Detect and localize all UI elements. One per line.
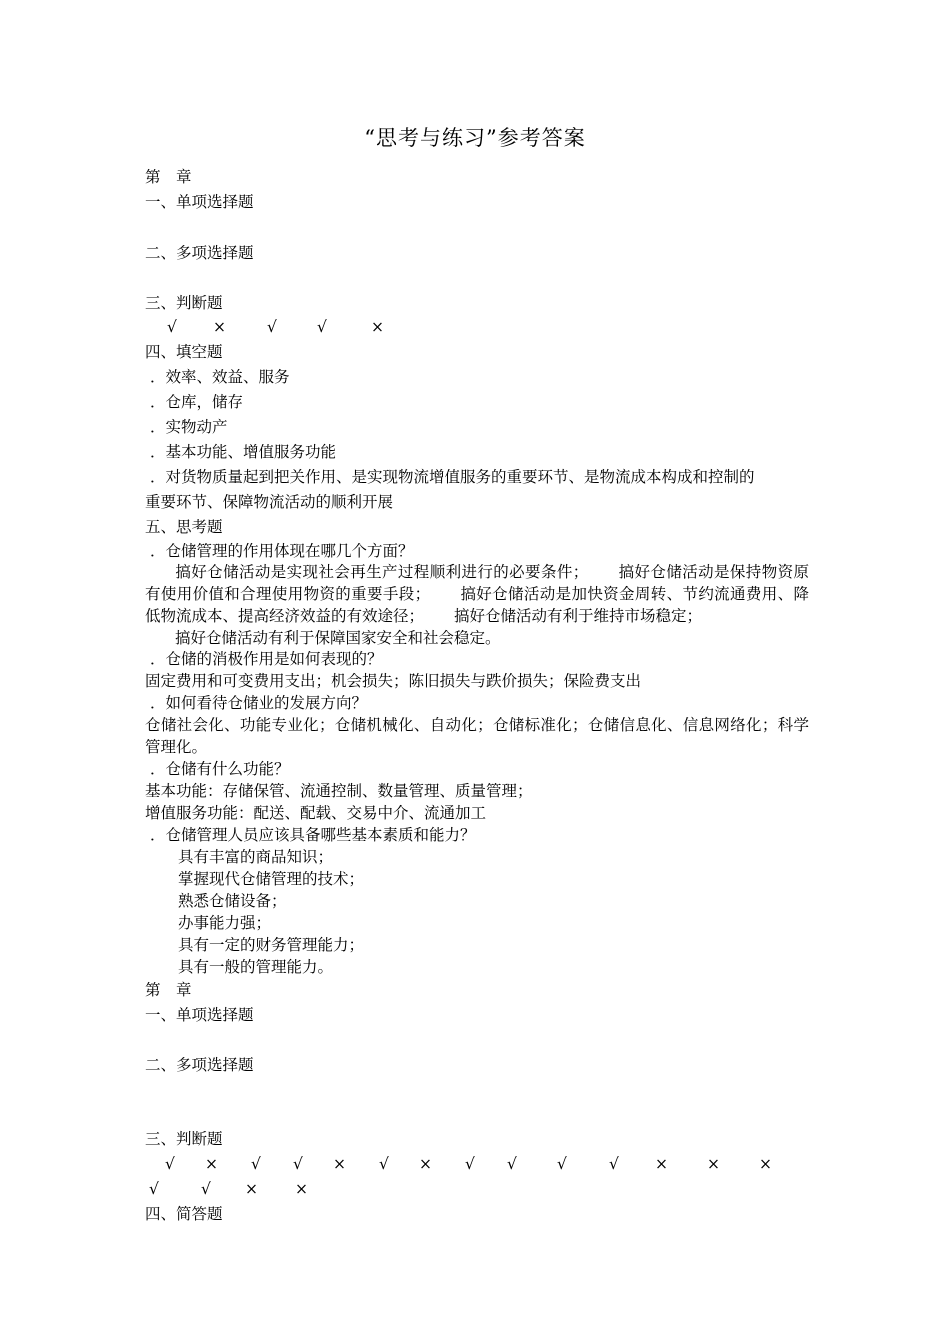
answer-mark: √ bbox=[165, 1155, 175, 1173]
fill-answer: ．实物动产 bbox=[150, 418, 228, 436]
fill-answer: ．对货物质量起到把关作用、是实现物流增值服务的重要环节、是物流成本构成和控制的 bbox=[150, 468, 755, 486]
answer: 基本功能：存储保管、流通控制、数量管理、质量管理； bbox=[145, 782, 533, 800]
answer-mark: × bbox=[205, 1155, 218, 1173]
chapter-heading: 第 章 bbox=[145, 981, 192, 999]
answer-mark: √ bbox=[465, 1155, 475, 1173]
answer-item: 熟悉仓储设备； bbox=[178, 892, 287, 910]
answer-mark: × bbox=[419, 1155, 432, 1173]
page-title: “思考与练习”参考答案 bbox=[364, 126, 586, 150]
section-heading: 四、简答题 bbox=[145, 1205, 223, 1223]
section-heading: 二、多项选择题 bbox=[145, 244, 254, 262]
answer-point: 搞好仓储活动有利于保障国家安全和社会稳定。 bbox=[175, 629, 501, 647]
section-heading: 三、判断题 bbox=[145, 1130, 223, 1148]
answer-mark: √ bbox=[379, 1155, 389, 1173]
answer-point: 搞好仓储活动是加快资金周转、节约流通费用、降低物流成本、提高经济效益的有效途径； bbox=[145, 585, 809, 625]
answer-mark: √ bbox=[201, 1180, 211, 1198]
fill-answer: ．仓库，储存 bbox=[150, 393, 244, 411]
answer-mark: × bbox=[333, 1155, 346, 1173]
answer: 增值服务功能：配送、配载、交易中介、流通加工 bbox=[145, 804, 487, 822]
answer-item: 具有一般的管理能力。 bbox=[178, 958, 334, 976]
answer-mark: √ bbox=[609, 1155, 619, 1173]
fill-answer: ．基本功能、增值服务功能 bbox=[150, 443, 337, 461]
chapter-heading: 第 章 bbox=[145, 168, 192, 186]
fill-answer: ．效率、效益、服务 bbox=[150, 368, 290, 386]
answer-mark: √ bbox=[317, 318, 327, 336]
answer-mark: × bbox=[213, 318, 226, 336]
answer-mark: √ bbox=[557, 1155, 567, 1173]
answer-point: 搞好仓储活动有利于维持市场稳定； bbox=[454, 607, 703, 625]
answer-mark: √ bbox=[507, 1155, 517, 1173]
answer-mark: √ bbox=[251, 1155, 261, 1173]
answer-item: 具有一定的财务管理能力； bbox=[178, 936, 365, 954]
fill-answer-continued: 重要环节、保障物流活动的顺利开展 bbox=[145, 493, 394, 511]
answer: 固定费用和可变费用支出；机会损失；陈旧损失与跌价损失；保险费支出 bbox=[145, 672, 642, 690]
answer-mark: × bbox=[707, 1155, 720, 1173]
answer-mark: × bbox=[655, 1155, 668, 1173]
answer: 仓储社会化、功能专业化；仓储机械化、自动化；仓储标准化；仓储信息化、信息网络化；科学管理化。 bbox=[145, 716, 809, 756]
answer-mark: √ bbox=[149, 1180, 159, 1198]
section-heading: 二、多项选择题 bbox=[145, 1056, 254, 1074]
answer-mark: × bbox=[371, 318, 384, 336]
answer-item: 具有丰富的商品知识； bbox=[178, 848, 334, 866]
section-heading: 一、单项选择题 bbox=[145, 193, 254, 211]
section-heading: 四、填空题 bbox=[145, 343, 223, 361]
question: ．仓储的消极作用是如何表现的？ bbox=[150, 650, 383, 668]
answer-mark: × bbox=[295, 1180, 308, 1198]
question: ．仓储管理的作用体现在哪几个方面？ bbox=[150, 542, 414, 560]
answer-point: 搞好仓储活动是保持物资原有使用价值和合理使用物资的重要手段； bbox=[145, 563, 809, 603]
section-heading: 五、思考题 bbox=[145, 518, 223, 536]
question: ．仓储管理人员应该具备哪些基本素质和能力？ bbox=[150, 826, 476, 844]
answer-mark: × bbox=[245, 1180, 258, 1198]
section-heading: 三、判断题 bbox=[145, 294, 223, 312]
answer-point: 搞好仓储活动是实现社会再生产过程顺利进行的必要条件； bbox=[175, 563, 589, 581]
answer-mark: × bbox=[759, 1155, 772, 1173]
answer-item: 办事能力强； bbox=[178, 914, 272, 932]
answer-paragraph bbox=[145, 561, 809, 649]
answer-mark: √ bbox=[267, 318, 277, 336]
question: ．仓储有什么功能？ bbox=[150, 760, 290, 778]
answer-item: 掌握现代仓储管理的技术； bbox=[178, 870, 365, 888]
question: ．如何看待仓储业的发展方向？ bbox=[150, 694, 368, 712]
answer-mark: √ bbox=[167, 318, 177, 336]
section-heading: 一、单项选择题 bbox=[145, 1006, 254, 1024]
answer-mark: √ bbox=[293, 1155, 303, 1173]
